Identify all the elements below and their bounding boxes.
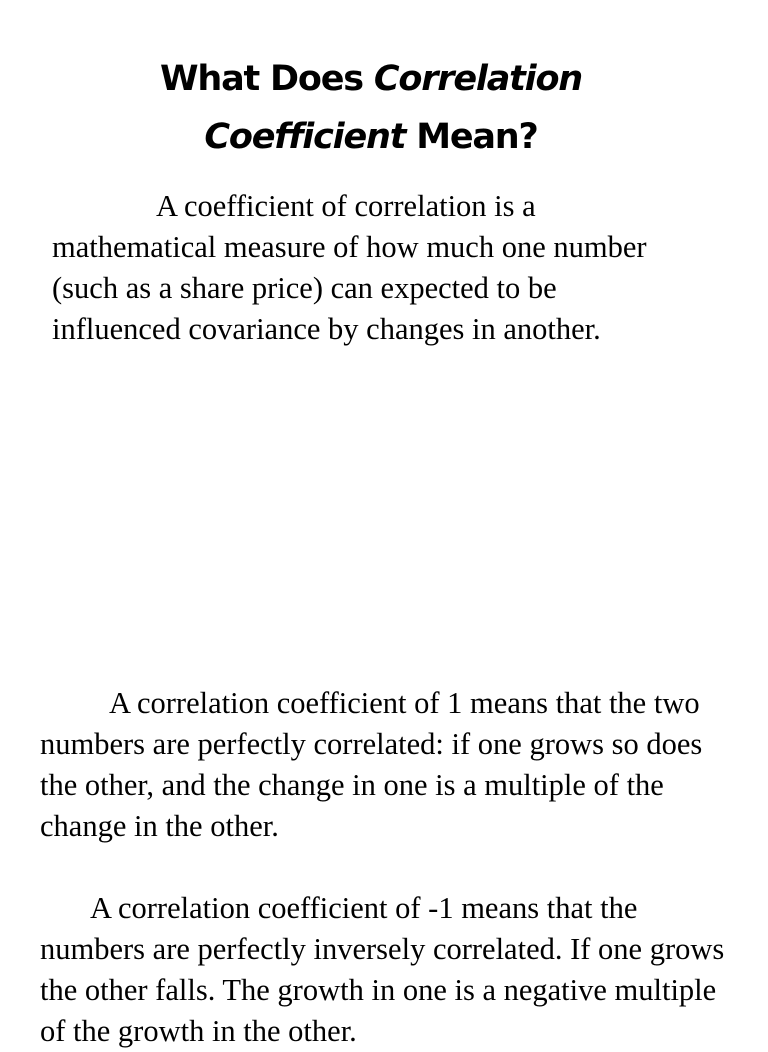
page-title [0,50,742,166]
title-part-4: Mean? [405,117,538,157]
title-part-3: Coefficient [204,117,406,157]
paragraph-definition: A coefficient of correlation is a mathematical measure of how much one number (such as a share price) can expected to be influenced covariance by changes in another. [52,189,647,346]
paragraph-positive-correlation: A correlation coefficient of 1 means that the two numbers are perfectly correlated: if one grows so does the other, and the change in one is a multiple of the change in the other. [40,686,703,843]
title-part-2: Correlation [373,59,583,99]
paragraph-negative-correlation: A correlation coefficient of -1 means that the numbers are perfectly inversely correlated. If one grows the other falls. The growth in one is a negative multiple of the growth in the other. [40,891,725,1048]
title-part-1: What Does [159,59,374,99]
